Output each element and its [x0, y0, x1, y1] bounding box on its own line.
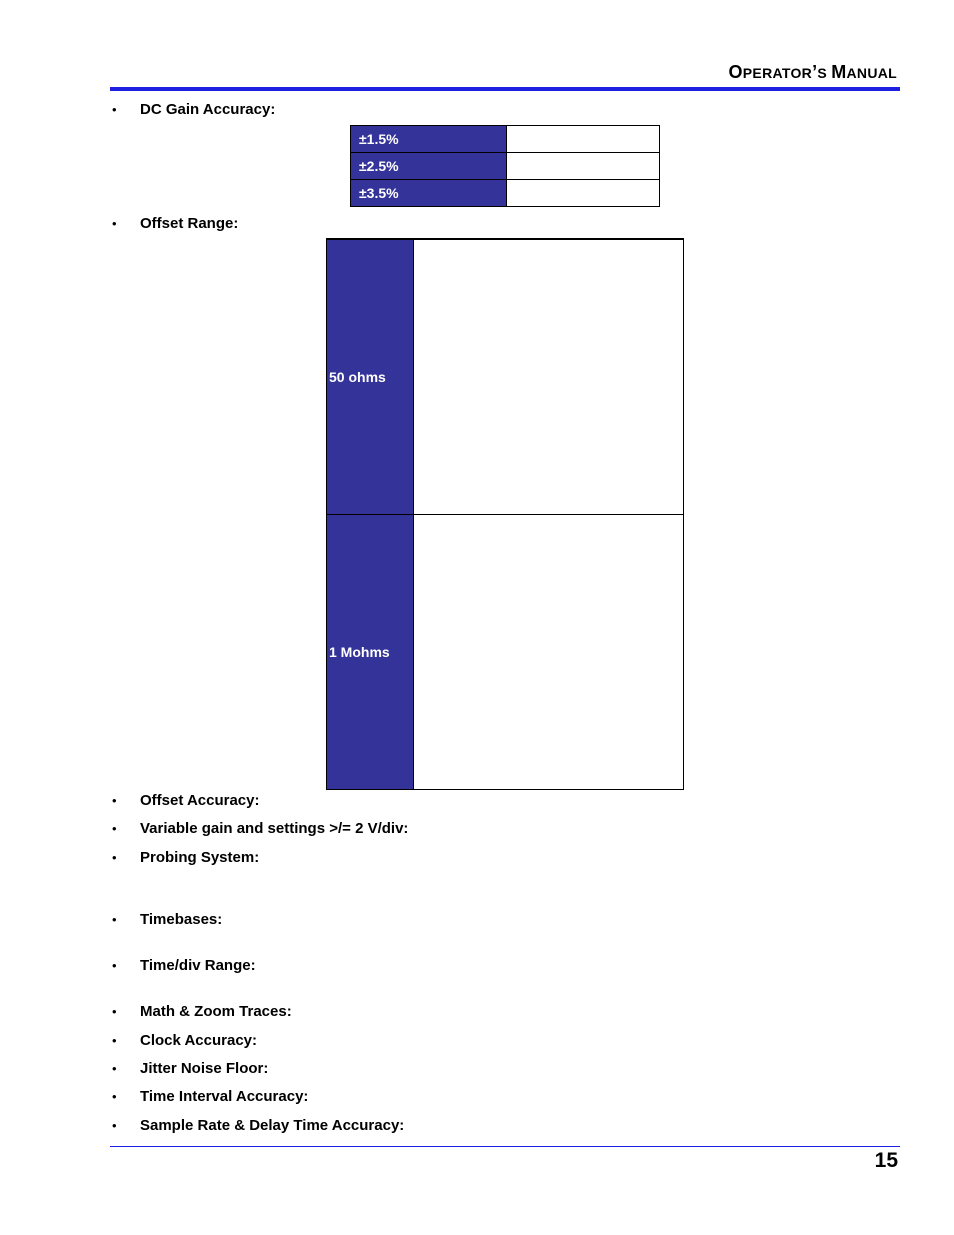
table-cell-label: ±3.5%	[351, 180, 507, 207]
bullet-label: Time/div Range:	[140, 957, 256, 974]
table-row	[327, 239, 684, 515]
bullet-label: Probing System:	[140, 849, 260, 866]
bullet-label: Offset Range:	[140, 215, 239, 232]
table-cell-label: 1 Mohms	[327, 515, 414, 790]
bullet-math-zoom-traces: • Math & Zoom Traces:	[112, 1003, 292, 1020]
bullet-label: Math & Zoom Traces:	[140, 1003, 292, 1020]
bullet-time-div-range: • Time/div Range:	[112, 957, 256, 974]
bullet-jitter-noise-floor: • Jitter Noise Floor:	[112, 1060, 269, 1077]
bullet-variable-gain: • Variable gain and settings >/= 2 V/div:	[112, 820, 409, 837]
footer-rule	[110, 1146, 900, 1147]
table-cell-value	[414, 239, 684, 515]
table-cell-label: ±2.5%	[351, 153, 507, 180]
bullet-label: Timebases:	[140, 911, 223, 928]
bullet-label: Time Interval Accuracy:	[140, 1088, 309, 1105]
offset-range-table	[326, 238, 684, 790]
bullet-label: Jitter Noise Floor:	[140, 1060, 269, 1077]
table-cell-label: 50 ohms	[327, 239, 414, 515]
running-header-title: OPERATOR’S MANUAL	[728, 62, 897, 82]
dc-gain-table	[350, 125, 660, 207]
bullet-label: DC Gain Accuracy:	[140, 101, 276, 118]
bullet-label: Offset Accuracy:	[140, 792, 260, 809]
table-cell-value	[507, 180, 660, 207]
table-row	[351, 126, 660, 153]
table-row	[351, 153, 660, 180]
bullet-offset-accuracy: • Offset Accuracy:	[112, 792, 260, 809]
table-row	[327, 515, 684, 790]
page-number: 15	[874, 1149, 898, 1172]
table-cell-value	[414, 515, 684, 790]
bullet-offset-range: • Offset Range:	[112, 215, 239, 232]
header-rule	[110, 87, 900, 91]
table-row	[351, 180, 660, 207]
table-cell-value	[507, 153, 660, 180]
bullet-time-interval-accuracy: • Time Interval Accuracy:	[112, 1088, 309, 1105]
table-cell-label: ±1.5%	[351, 126, 507, 153]
bullet-label: Sample Rate & Delay Time Accuracy:	[140, 1117, 405, 1134]
bullet-label: Clock Accuracy:	[140, 1032, 257, 1049]
bullet-label: Variable gain and settings >/= 2 V/div:	[140, 820, 409, 837]
bullet-clock-accuracy: • Clock Accuracy:	[112, 1032, 257, 1049]
bullet-sample-rate-delay: • Sample Rate & Delay Time Accuracy:	[112, 1117, 405, 1134]
table-cell-value	[507, 126, 660, 153]
bullet-timebases: • Timebases:	[112, 911, 223, 928]
bullet-dc-gain-accuracy: • DC Gain Accuracy:	[112, 101, 276, 118]
bullet-probing-system: • Probing System:	[112, 849, 260, 866]
